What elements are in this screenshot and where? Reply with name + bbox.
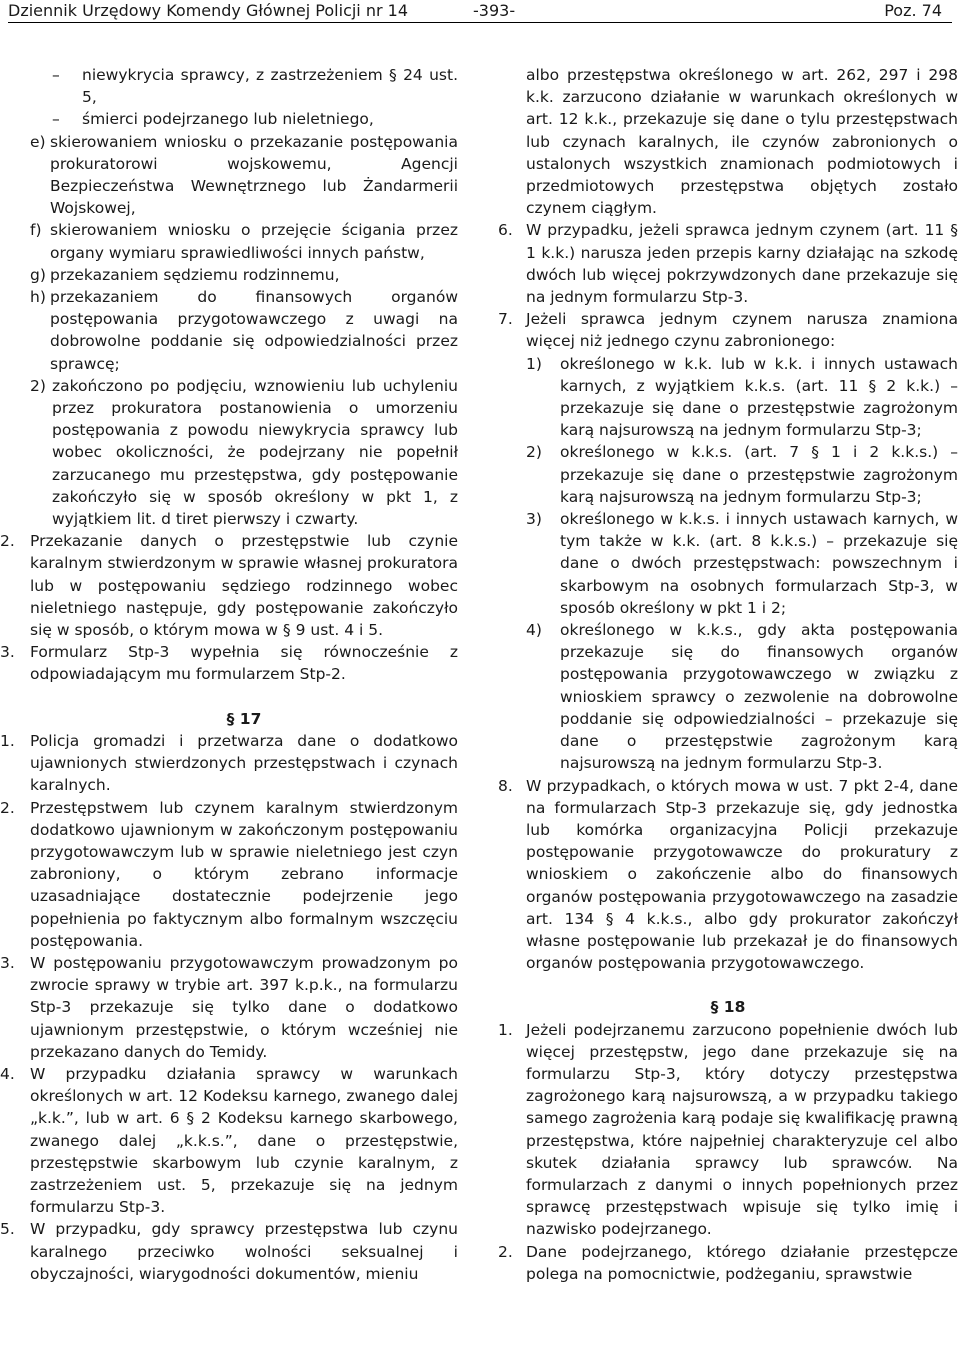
paragraph: 6. W przypadku, jeżeli sprawca jednym czynem (art. 11 § 1 k.k.) narusza jeden przepis karny działając na szkodę dwóch lub więcej pokrzywdzonych dane przekazuje się na jednym formularzu Stp-3. — [498, 221, 958, 307]
section-heading: § 18 — [710, 998, 746, 1017]
list-item: 4) określonego w k.k.s., gdy akta postępowania przekazuje się do finansowych organów postępowania przygotowawczego w związku z wnioskiem sprawcy o zezwolenie na dobrowolne poddanie się odpowiedzialności – przekazuje się dane o przestępstwie zagrożonym karą najsurowszą na jednym formularzu Stp-3. — [526, 621, 958, 773]
list-item: – niewykrycia sprawcy, z zastrzeżeniem § 24 ust. 5, — [52, 66, 458, 107]
list-item: f) skierowaniem wniosku o przejęcie ścigania przez organy wymiaru sprawiedliwości innych państw, — [30, 221, 458, 262]
list-item: 2) określonego w k.k.s. (art. 7 § 1 i 2 k.k.s.) – przekazuje się dane o przestępstwie zagrożonym karą najsurowszą na jednym formularzu Stp-3; — [526, 443, 958, 506]
paragraph: 4. W przypadku działania sprawcy w warunkach określonych w art. 12 Kodeksu karnego, zwanego dalej „k.k.”, lub w art. 6 § 2 Kodeksu karnego skarbowego, zwanego dalej „k.k.s.”, dane o przestępstwie, przestępstwie skarbowym lub czynie karalnym, z zastrzeżeniem ust. 5, przekazuje się na jednym formularzu Stp-3. — [0, 1064, 458, 1217]
list-item: – śmierci podejrzanego lub nieletniego, — [52, 110, 374, 129]
paragraph: 5. W przypadku, gdy sprawcy przestępstwa lub czynu karalnego przeciwko wolności seksualnej i obyczajności, wiarygodności dokumentów, mieniu — [0, 1220, 458, 1283]
list-item: 3) określonego w k.k.s. i innych ustawach karnych, w tym także w k.k. (art. 8 k.k.s.) – przekazuje się dane o dwóch przestępstwach: powszechnym i skarbowym na osobnych formularzach Stp-3, w sposób określony w pkt 1 i 2; — [526, 510, 958, 617]
paragraph: 3. Formularz Stp-3 wypełnia się równocześnie z odpowiadającym mu formularzem Stp-2. — [0, 643, 458, 684]
list-item: 1) określonego w k.k. lub w k.k. i innych ustawach karnych, z wyjątkiem k.k.s. (art. 11 § 2 k.k.) – przekazuje się dane o przestępstwie zagrożonym karą najsurowszą na jednym formularzu Stp-3; — [526, 354, 958, 440]
journal-title: Dziennik Urzędowy Komendy Głównej Policji nr 14 — [8, 1, 408, 20]
list-item: h) przekazaniem do finansowych organów postępowania przygotowawczego z uwagi na dobrowolne poddanie się odpowiedzialności przez sprawcę; — [30, 288, 458, 373]
page-header — [8, 0, 952, 23]
paragraph: 2. Dane podejrzanego, którego działanie przestępcze polega na pomocnictwie, podżeganiu, sprawstwie — [498, 1242, 958, 1283]
list-item: g) przekazaniem sędziemu rodzinnemu, — [30, 265, 340, 284]
paragraph: 1. Jeżeli podejrzanemu zarzucono popełnienie dwóch lub więcej przestępstw, jego dane przekazuje się na formularzu Stp-3, który dotyczy przestępstwa zagrożonego karą najsurowszą, a w przypadku takiego samego zagrożenia karą podaje się kwalifikację prawną przestępstwa, które najpełniej charakteryzuje cel albo skutek działania sprawcy lub sprawców. Na formularzach z danymi o innych popełnionych przez sprawcę przestępstwach wpisuje się tylko imię i nazwisko podejrzanego. — [498, 1020, 958, 1239]
section-heading: § 17 — [226, 709, 262, 728]
right-column — [498, 64, 958, 1285]
paragraph: 7. Jeżeli sprawca jednym czynem narusza znamiona więcej niż jednego czynu zabronionego: — [498, 310, 958, 351]
paragraph: 2. Przestępstwem lub czynem karalnym stwierdzonym dodatkowo ujawnionym w zakończonym postępowaniu przygotowawczym lub w sprawie nieletniego jest czyn zabroniony, o którym zebrano informacje uzasadniające dostatecznie podejrzenie jego popełnienia po faktycznym albo formalnym wszczęciu postępowania. — [0, 798, 458, 950]
position-number: Poz. 74 — [884, 1, 942, 20]
left-column — [0, 64, 458, 1285]
paragraph: 2. Przekazanie danych o przestępstwie lub czynie karalnym stwierdzonym w sprawie własnej prokuratora lub w postępowaniu sędziego rodzinnego wobec nieletniego następuje, gdy postępowanie zakończyło się w sposób, o którym mowa w § 9 ust. 4 i 5. — [0, 532, 458, 640]
paragraph: 1. Policja gromadzi i przetwarza dane o dodatkowo ujawnionych stwierdzonych przestępstwach i czynach karalnych. — [0, 731, 458, 795]
list-item: 2) zakończono po podjęciu, wznowieniu lub uchyleniu przez prokuratora postanowienia o umorzeniu postępowania z powodu niewykrycia sprawcy lub wobec okoliczności, że podejrzany nie popełnił zarzucanego mu przestępstwa, gdy postępowanie zakończyło się w sposób określony w pkt 1, z wyjątkiem lit. d tiret pierwszy i czwarty. — [30, 376, 458, 529]
paragraph: albo przestępstwa określonego w art. 262, 297 i 298 k.k. zarzucono działanie w warunkach określonych w art. 12 k.k., przekazuje się dane o tylu przestępstwach lub czynach karalnych, ile czynów zabronionych o ustalonych wszystkich znamionach podmiotowych i przedmiotowych przestępstwa objętych zostało czynem ciągłym. — [526, 66, 958, 218]
paragraph: 8. W przypadkach, o których mowa w ust. 7 pkt 2-4, dane na formularzach Stp-3 przekazuje się, gdy jednostka lub komórka organizacyjna Policji przekazuje postępowanie przygotowawcze do prokuratury z wnioskiem o zakończenie albo do finansowych organów postępowania przygotowawczego na zasadzie art. 134 § 4 k.k.s., albo gdy prokurator zakończył własne postępowanie lub przekazał je do finansowych organów postępowania przygotowawczego. — [498, 776, 958, 973]
list-item: e) skierowaniem wniosku o przekazanie postępowania prokuratorowi wojskowemu, Agencji Bezpieczeństwa Wewnętrznego lub Żandarmerii Wojskowej, — [30, 132, 458, 218]
page-number: -393- — [473, 1, 516, 20]
paragraph: 3. W postępowaniu przygotowawczym prowadzonym po zwrocie sprawy w trybie art. 397 k.p.k., na formularzu Stp-3 przekazuje się tylko dane o dodatkowo ujawnionym przestępstwie, o którym wcześniej nie przekazano danych do Temidy. — [0, 953, 458, 1061]
